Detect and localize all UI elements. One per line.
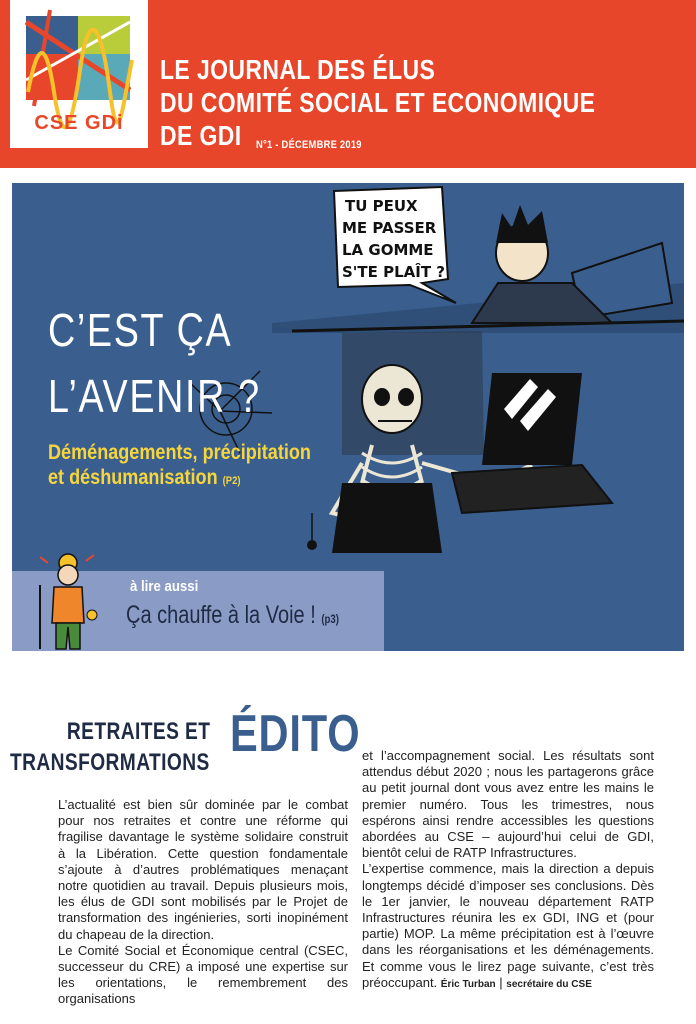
cse-logo [10,0,148,148]
journal-title-line-1: LE JOURNAL DES ÉLUS [160,54,436,85]
signature-separator: | [499,974,503,990]
rubric-line-1: RETRAITES ET [66,718,210,745]
also-read-band[interactable] [12,571,384,651]
also-read-page-ref: (p3) [321,612,339,626]
also-read-title-text: Ça chauffe à la Voie ! [126,601,316,629]
journal-title-line-3: DE GDI [160,120,242,151]
rail-worker-icon [18,545,118,625]
logo-text: CSE GDi [34,112,124,134]
issue-number: N°1 - DÉCEMBRE 2019 [256,139,362,151]
edito-paragraph [362,861,654,993]
also-read-kicker: à lire aussi [130,578,199,595]
cover-subhead-line-1: Déménagements, précipitation [48,441,311,464]
edito-paragraph: et l’accompagnement social. Les résultats sont attendus début 2020 ; nous les partagerons grâce au petit journal dont vous avez entre les mains le premier numéro. Tous les trimestres, nous espérons ainsi rendre accessibles les questions abordées au CSE – aujourd’hui celui de GDI, bientôt celui de RATP Infrastructures. [362,748,654,861]
edito-column-right [362,748,654,993]
masthead [0,0,696,168]
edito-title: ÉDITO [230,705,361,763]
speech-bubble-line-4: S'TE PLAÎT ? [342,263,445,281]
cover-subhead-page-ref: (P2) [222,475,241,487]
rubric-line-2: TRANSFORMATIONS [10,749,210,776]
also-read-title[interactable] [126,601,339,630]
edito-paragraph-text: L’expertise commence, mais la direction a depuis longtemps décidé d’imposer ses conclusions. Dès le 1er janvier, le nouveau département RATP Infrastructures réunira les ex GDI, ING et (pour partie) MOP. La même précipitation est à l’œuvre dans les réorganisations et les déménagements. Et comme vous le lirez page suivante, c’est très préoccupant. [362,861,654,990]
edito-paragraph: Le Comité Social et Économique central (CSEC, successeur du CRE) a imposé une expertise sur les orientations, le remembrement des organisations [58,942,348,1007]
cover-headline-line-2: L’AVENIR ? [48,370,261,422]
journal-title-line-2: DU COMITÉ SOCIAL ET ECONOMIQUE [160,87,596,118]
speech-bubble-line-2: ME PASSER [342,219,437,237]
speech-bubble-line-3: LA GOMME [342,241,434,259]
signature-name: Éric Turban [440,978,496,990]
speech-bubble-line-1: TU PEUX [345,197,418,215]
cover-subhead-line-2 [48,466,240,490]
signature-role: secrétaire du CSE [506,978,592,990]
edito-paragraph: L’actualité est bien sûr dominée par le combat pour nos retraites et contre une réforme qui fragilise davantage le système solidaire construit à la Libération. Cette question fondamentale s’ajoute à d’autres problématiques menaçant notre quotidien au travail. Depuis plusieurs mois, les élus de GDI sont mobilisés par le Projet de transformation des ingénieries, sorti inopinément du chapeau de la direction. [58,797,348,942]
edito-column-left [58,797,348,1008]
cover-subhead-text: et déshumanisation [48,466,218,489]
cover-headline-line-1: C’EST ÇA [48,304,233,356]
